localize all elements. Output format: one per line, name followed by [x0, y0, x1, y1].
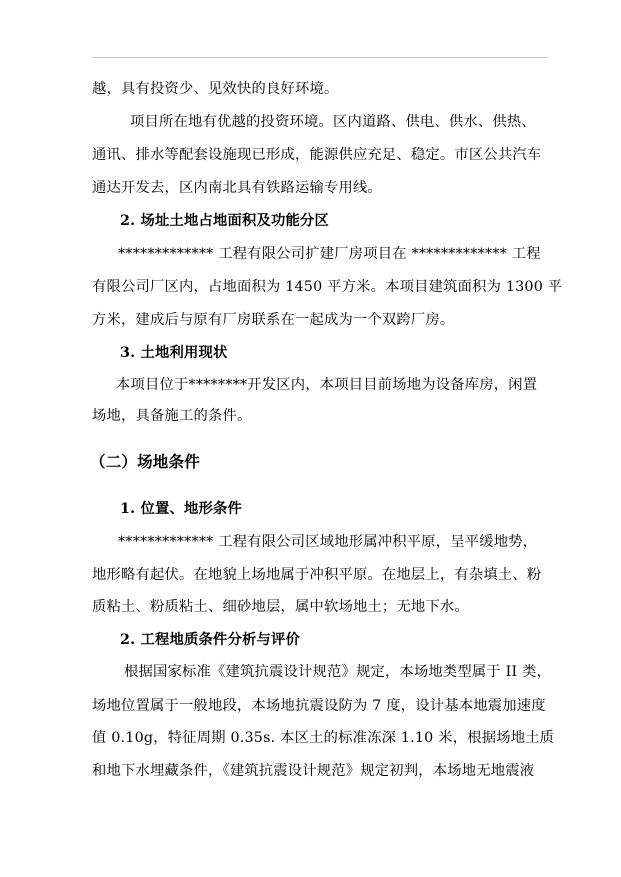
- paragraph-line-18: 根据国家标准《建筑抗震设计规范》规定，本场地类型属于 II 类，: [124, 664, 552, 680]
- paragraph-line-16: 质粘土、粉质粘土、细砂地层，属中软场地土；无地下水。: [92, 599, 469, 615]
- paragraph-line-2: 项目所在地有优越的投资环境。区内道路、供电、供水、供热、: [130, 114, 536, 130]
- paragraph-line-14: ************* 工程有限公司区域地形属冲积平原，呈平缓地势，: [118, 534, 538, 550]
- paragraph-line-1: 越，具有投资少、见效快的良好环境。: [92, 81, 339, 97]
- section-heading-3: 3. 土地利用现状: [120, 345, 228, 361]
- paragraph-line-10: 本项目位于********开发区内，本项目目前场地为设备库房，闲置: [116, 377, 538, 393]
- paragraph-line-8: 方米，建成后与原有厂房联系在一起成为一个双跨厂房。: [92, 312, 455, 328]
- paragraph-line-3: 通讯、排水等配套设施现已形成，能源供应充足、稳定。市区公共汽车: [92, 147, 542, 163]
- header-rule: [92, 57, 548, 58]
- paragraph-line-19: 场地位置属于一般地段，本场地抗震设防为 7 度，设计基本地震加速度: [92, 698, 546, 714]
- paragraph-line-11: 场地，具备施工的条件。: [92, 408, 252, 424]
- paragraph-line-4: 通达开发去，区内南北具有铁路运输专用线。: [92, 180, 382, 196]
- paragraph-line-6: ************* 工程有限公司扩建厂房项目在 ************* 工程: [118, 246, 541, 262]
- paragraph-line-21: 和地下水埋藏条件，《建筑抗震设计规范》规定初判，本场地无地震液: [92, 763, 535, 779]
- chapter-heading: （二）场地条件: [90, 452, 200, 471]
- paragraph-line-7: 有限公司厂区内，占地面积为 1450 平方米。本项目建筑面积为 1300 平: [92, 279, 563, 295]
- paragraph-line-15: 地形略有起伏。在地貌上场地属于冲积平原。在地层上，有杂填土、粉: [92, 567, 542, 583]
- section-heading-2: 2. 场址土地占地面积及功能分区: [120, 213, 329, 229]
- section-heading-2b: 2. 工程地质条件分析与评价: [120, 632, 300, 648]
- paragraph-line-20: 值 0.10g，特征周期 0.35s. 本区土的标准冻深 1.10 米，根据场地土质: [92, 730, 555, 746]
- section-heading-1: 1. 位置、地形条件: [120, 501, 242, 517]
